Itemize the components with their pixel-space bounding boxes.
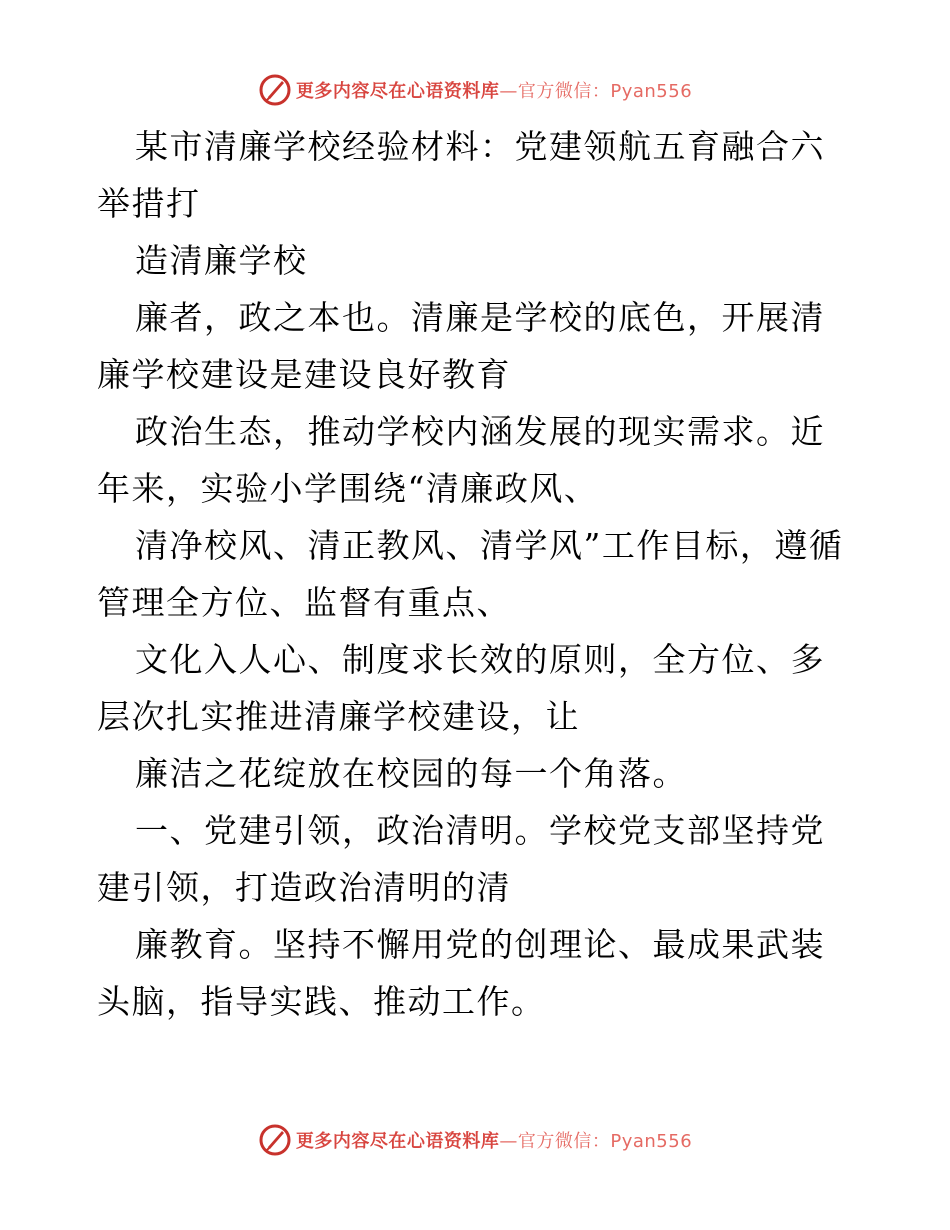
paragraph: 廉教育。坚持不懈用党的创理论、最成果武装头脑，指导实践、推动工作。 xyxy=(97,925,825,1021)
paragraph: 廉洁之花绽放在校园的每一个角落。 xyxy=(135,754,687,793)
paragraph: 廉者，政之本也。清廉是学校的底色，开展清廉学校建设是建设良好教育 xyxy=(97,298,825,394)
footer-watermark-text xyxy=(296,1127,692,1153)
header-watermark-banner xyxy=(0,70,950,110)
paragraph: 文化入人心、制度求长效的原则，全方位、多层次扎实推进清廉学校建设，让 xyxy=(97,640,825,736)
site-name: 更多内容尽在心语资料库 xyxy=(295,1131,500,1152)
quill-logo-icon xyxy=(258,1123,292,1157)
wechat-id: —官方微信：Pyan556 xyxy=(499,1131,693,1152)
document-body xyxy=(97,118,857,1030)
paragraph: 一、党建引领，政治清明。学校党支部坚持党建引领，打造政治清明的清 xyxy=(97,811,825,907)
paragraph: 某市清廉学校经验材料：党建领航五育融合六举措打 xyxy=(97,127,825,223)
paragraph: 造清廉学校 xyxy=(135,241,308,280)
quill-logo-icon xyxy=(258,73,292,107)
footer-watermark-banner xyxy=(0,1120,950,1160)
paragraph: 清净校风、清正教风、清学风”工作目标，遵循管理全方位、监督有重点、 xyxy=(97,526,844,622)
paragraph: 政治生态，推动学校内涵发展的现实需求。近年来，实验小学围绕“清廉政风、 xyxy=(97,412,825,508)
wechat-id: —官方微信：Pyan556 xyxy=(499,81,693,102)
header-watermark-text xyxy=(296,77,692,103)
site-name: 更多内容尽在心语资料库 xyxy=(295,81,500,102)
